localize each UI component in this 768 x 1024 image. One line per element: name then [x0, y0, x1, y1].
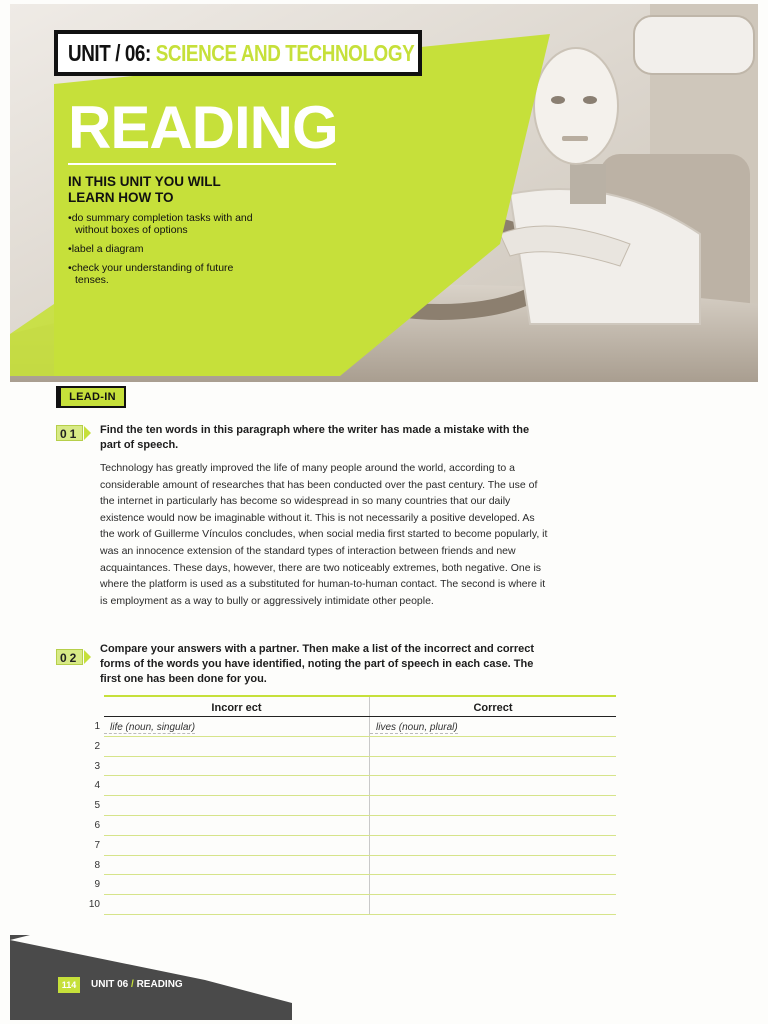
incorrect-cell	[94, 776, 370, 795]
learn-objective: • label a diagram	[68, 243, 268, 255]
learn-objective: • do summary completion tasks with and without boxes of options	[68, 212, 268, 236]
incorrect-cell	[94, 796, 370, 815]
arrow-icon	[84, 650, 91, 664]
section-title: READING	[68, 94, 338, 161]
exercise-number: 01	[56, 425, 83, 441]
incorrect-cell	[94, 737, 370, 756]
incorrect-value	[104, 900, 110, 911]
incorrect-cell	[94, 717, 370, 736]
table-row	[94, 757, 616, 777]
row-number: 6	[94, 819, 100, 831]
correct-value	[370, 801, 376, 812]
table-row	[94, 856, 616, 876]
row-number: 8	[94, 859, 100, 871]
exercise-number-02	[56, 648, 91, 666]
table-row	[94, 796, 616, 816]
unit-label: UNIT / 06:	[68, 39, 151, 66]
table-header	[104, 697, 616, 717]
unit-subject: SCIENCE AND TECHNOLOGY	[155, 39, 415, 66]
correct-value	[370, 781, 376, 792]
table-body	[88, 717, 616, 915]
correct-value	[370, 861, 376, 872]
row-number: 7	[94, 839, 100, 851]
correct-cell	[370, 875, 616, 894]
table-row	[94, 717, 616, 737]
incorrect-value: life (noun, singular)	[104, 722, 195, 734]
correct-value	[370, 742, 376, 753]
correct-cell	[370, 895, 616, 914]
learn-objectives-list	[68, 212, 268, 293]
exercise-number-01	[56, 424, 91, 442]
table-row	[88, 895, 616, 915]
incorrect-cell	[94, 757, 370, 776]
row-number: 4	[94, 780, 100, 792]
correct-cell	[370, 717, 616, 736]
exercise-number: 02	[56, 649, 83, 665]
correct-cell	[370, 796, 616, 815]
lead-in-label: LEAD-IN	[56, 386, 126, 408]
correct-cell	[370, 776, 616, 795]
correct-value	[370, 900, 376, 911]
incorrect-cell	[94, 875, 370, 894]
correct-value	[370, 762, 376, 773]
row-number: 9	[94, 879, 100, 891]
page-number: 114	[58, 977, 80, 993]
row-number: 2	[94, 740, 100, 752]
correct-cell	[370, 816, 616, 835]
correct-value	[370, 841, 376, 852]
incorrect-value	[104, 841, 110, 852]
table-row	[94, 776, 616, 796]
exercise-2-instruction: Compare your answers with a partner. Then make a list of the incorrect and correct forms of the words you have identified, noting the part of speech in each case. The first one has been done for you.	[100, 643, 535, 685]
unit-title-box	[54, 30, 422, 76]
incorrect-cell	[88, 895, 370, 914]
row-number: 3	[94, 760, 100, 772]
correct-value	[370, 821, 376, 832]
table-row	[94, 836, 616, 856]
footer-unit: UNIT 06	[91, 979, 129, 990]
title-divider	[68, 163, 336, 165]
header-correct: Correct	[473, 702, 513, 714]
incorrect-cell	[94, 816, 370, 835]
row-number: 10	[88, 899, 100, 911]
table-row	[94, 875, 616, 895]
footer-separator: /	[128, 979, 137, 990]
correct-cell	[370, 856, 616, 875]
incorrect-value	[104, 762, 110, 773]
incorrect-value	[104, 742, 110, 753]
table-row	[94, 737, 616, 757]
table-row	[94, 816, 616, 836]
correct-value	[370, 880, 376, 891]
hero-banner	[10, 4, 758, 382]
correct-cell	[370, 737, 616, 756]
learn-heading: IN THIS UNIT YOU WILL LEARN HOW TO	[68, 174, 221, 205]
incorrect-value	[104, 781, 110, 792]
footer-section: READING	[136, 979, 183, 990]
incorrect-value	[104, 821, 110, 832]
incorrect-cell	[94, 856, 370, 875]
exercise-1-instruction: Find the ten words in this paragraph where the writer has made a mistake with the part of speech.	[100, 424, 530, 451]
learn-objective: • check your understanding of future tenses.	[68, 262, 268, 286]
exercise-1-paragraph: Technology has greatly improved the life of many people around the world, according to a considerable amount of researches that has been conducted over the past century. The use of the internet in particularly has become so widespread in so many countries that our daily existence would now be imaginable without it. This is not necessarily a positive developed. As the work of Guillerme Vínculos concludes, when social media first started to become popularly, it was an innocence extension of the standard types of interaction between friends and new acquaintances. These days, however, there are two noticeably extremes, both negative. One is where the platform is used as a substituted for human-to-human contact. The second is where it is employment as a way to bully or aggressively intimidate other people.	[100, 462, 548, 607]
correct-value: lives (noun, plural)	[370, 722, 458, 734]
incorrect-cell	[94, 836, 370, 855]
footer-label	[91, 977, 183, 993]
correct-cell	[370, 757, 616, 776]
incorrect-value	[104, 880, 110, 891]
answer-table	[88, 695, 616, 915]
arrow-icon	[84, 426, 91, 440]
row-number: 5	[94, 800, 100, 812]
incorrect-value	[104, 801, 110, 812]
correct-cell	[370, 836, 616, 855]
header-incorrect: Incorr ect	[104, 697, 370, 716]
row-number: 1	[94, 721, 100, 732]
incorrect-value	[104, 861, 110, 872]
